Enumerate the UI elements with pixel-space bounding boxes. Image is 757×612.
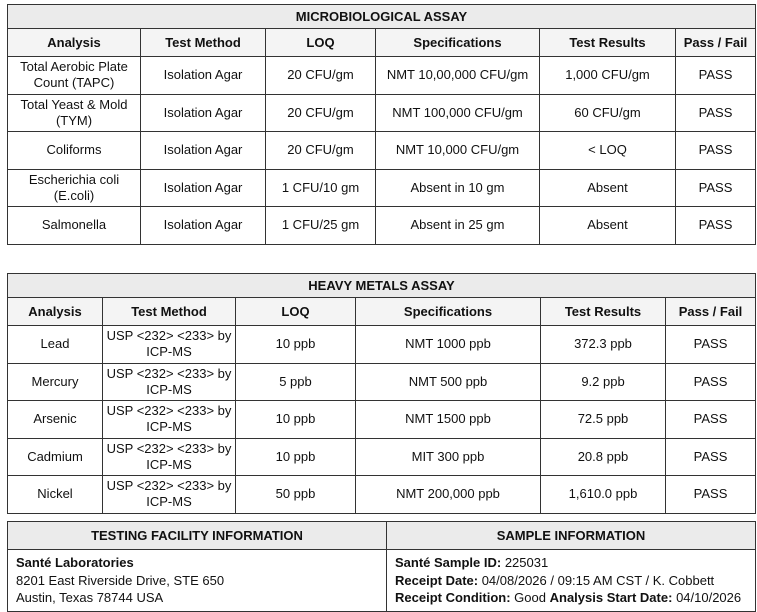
method-cell: USP <232> <233> by ICP-MS xyxy=(103,326,236,364)
table-row xyxy=(8,169,756,207)
loq-cell: 20 CFU/gm xyxy=(266,57,376,95)
microbiological-assay-table xyxy=(7,4,756,245)
loq-cell: 10 ppb xyxy=(236,438,356,476)
loq-cell: 1 CFU/10 gm xyxy=(266,169,376,207)
analysis-cell: Arsenic xyxy=(8,401,103,439)
analysis-cell: Nickel xyxy=(8,476,103,514)
spec-cell: NMT 1000 ppb xyxy=(356,326,541,364)
result-cell: 372.3 ppb xyxy=(541,326,666,364)
result-cell: Absent xyxy=(540,207,676,245)
analysis-cell: Escherichia coli (E.coli) xyxy=(8,169,141,207)
pass-fail-cell: PASS xyxy=(666,401,756,439)
sample-id-value: 225031 xyxy=(504,555,549,570)
spec-cell: NMT 200,000 ppb xyxy=(356,476,541,514)
col-header: LOQ xyxy=(236,298,356,326)
facility-title: TESTING FACILITY INFORMATION xyxy=(8,522,387,550)
receipt-date-label: Receipt Date: xyxy=(395,572,479,588)
sample-id-label: Santé Sample ID: xyxy=(395,555,502,570)
receipt-date-line xyxy=(395,572,747,590)
facility-address-line-1: 8201 East Riverside Drive, STE 650 xyxy=(16,572,225,588)
result-cell: 60 CFU/gm xyxy=(540,94,676,132)
spec-cell: NMT 100,000 CFU/gm xyxy=(376,94,540,132)
pass-fail-cell: PASS xyxy=(666,438,756,476)
facility-info-cell xyxy=(8,550,387,612)
result-cell: 9.2 ppb xyxy=(541,363,666,401)
result-cell: < LOQ xyxy=(540,132,676,170)
receipt-condition-line xyxy=(395,589,747,607)
micro-header-row xyxy=(8,29,756,57)
col-header: Pass / Fail xyxy=(666,298,756,326)
heavy-title: HEAVY METALS ASSAY xyxy=(8,274,756,298)
table-row xyxy=(8,438,756,476)
analysis-cell: Mercury xyxy=(8,363,103,401)
result-cell: 1,000 CFU/gm xyxy=(540,57,676,95)
col-header: Pass / Fail xyxy=(676,29,756,57)
table-row xyxy=(8,476,756,514)
receipt-condition-label: Receipt Condition: xyxy=(395,590,511,605)
loq-cell: 20 CFU/gm xyxy=(266,132,376,170)
table-row xyxy=(8,401,756,439)
sample-id-line xyxy=(395,554,747,572)
method-cell: USP <232> <233> by ICP-MS xyxy=(103,476,236,514)
table-row xyxy=(8,363,756,401)
table-row xyxy=(8,132,756,170)
method-cell: USP <232> <233> by ICP-MS xyxy=(103,401,236,439)
heavy-header-row xyxy=(8,298,756,326)
method-cell: USP <232> <233> by ICP-MS xyxy=(103,363,236,401)
col-header: Test Method xyxy=(141,29,266,57)
pass-fail-cell: PASS xyxy=(676,132,756,170)
analysis-cell: Total Yeast & Mold (TYM) xyxy=(8,94,141,132)
col-header: Test Results xyxy=(540,29,676,57)
analysis-cell: Cadmium xyxy=(8,438,103,476)
pass-fail-cell: PASS xyxy=(666,326,756,364)
pass-fail-cell: PASS xyxy=(676,169,756,207)
result-cell: 72.5 ppb xyxy=(541,401,666,439)
heavy-metals-assay-table xyxy=(7,273,756,514)
result-cell: 1,610.0 ppb xyxy=(541,476,666,514)
micro-title: MICROBIOLOGICAL ASSAY xyxy=(8,5,756,29)
method-cell: Isolation Agar xyxy=(141,207,266,245)
method-cell: Isolation Agar xyxy=(141,132,266,170)
information-table xyxy=(7,521,756,612)
analysis-start-value: 04/10/2026 xyxy=(676,590,742,605)
spec-cell: NMT 10,00,000 CFU/gm xyxy=(376,57,540,95)
spec-cell: Absent in 10 gm xyxy=(376,169,540,207)
receipt-date-value: 04/08/2026 / 09:15 AM CST / K. Cobbett xyxy=(481,572,715,588)
table-row xyxy=(8,57,756,95)
pass-fail-cell: PASS xyxy=(676,207,756,245)
table-row xyxy=(8,94,756,132)
loq-cell: 20 CFU/gm xyxy=(266,94,376,132)
spec-cell: NMT 1500 ppb xyxy=(356,401,541,439)
analysis-cell: Total Aerobic Plate Count (TAPC) xyxy=(8,57,141,95)
loq-cell: 10 ppb xyxy=(236,326,356,364)
method-cell: Isolation Agar xyxy=(141,169,266,207)
method-cell: USP <232> <233> by ICP-MS xyxy=(103,438,236,476)
spec-cell: Absent in 25 gm xyxy=(376,207,540,245)
sample-info-cell xyxy=(387,550,756,612)
loq-cell: 5 ppb xyxy=(236,363,356,401)
table-row xyxy=(8,326,756,364)
facility-name: Santé Laboratories xyxy=(16,555,134,570)
col-header: Test Results xyxy=(541,298,666,326)
spec-cell: NMT 10,000 CFU/gm xyxy=(376,132,540,170)
result-cell: 20.8 ppb xyxy=(541,438,666,476)
col-header: Specifications xyxy=(376,29,540,57)
col-header: Analysis xyxy=(8,298,103,326)
table-row xyxy=(8,207,756,245)
method-cell: Isolation Agar xyxy=(141,94,266,132)
analysis-cell: Coliforms xyxy=(8,132,141,170)
col-header: LOQ xyxy=(266,29,376,57)
result-cell: Absent xyxy=(540,169,676,207)
pass-fail-cell: PASS xyxy=(666,476,756,514)
pass-fail-cell: PASS xyxy=(676,94,756,132)
receipt-condition-value: Good xyxy=(514,590,546,605)
loq-cell: 50 ppb xyxy=(236,476,356,514)
spec-cell: NMT 500 ppb xyxy=(356,363,541,401)
analysis-cell: Salmonella xyxy=(8,207,141,245)
pass-fail-cell: PASS xyxy=(676,57,756,95)
sample-title: SAMPLE INFORMATION xyxy=(387,522,756,550)
col-header: Analysis xyxy=(8,29,141,57)
col-header: Test Method xyxy=(103,298,236,326)
pass-fail-cell: PASS xyxy=(666,363,756,401)
method-cell: Isolation Agar xyxy=(141,57,266,95)
facility-address-line-2: Austin, Texas 78744 USA xyxy=(16,590,164,605)
loq-cell: 10 ppb xyxy=(236,401,356,439)
analysis-cell: Lead xyxy=(8,326,103,364)
spec-cell: MIT 300 ppb xyxy=(356,438,541,476)
loq-cell: 1 CFU/25 gm xyxy=(266,207,376,245)
analysis-start-label: Analysis Start Date: xyxy=(549,590,673,605)
col-header: Specifications xyxy=(356,298,541,326)
